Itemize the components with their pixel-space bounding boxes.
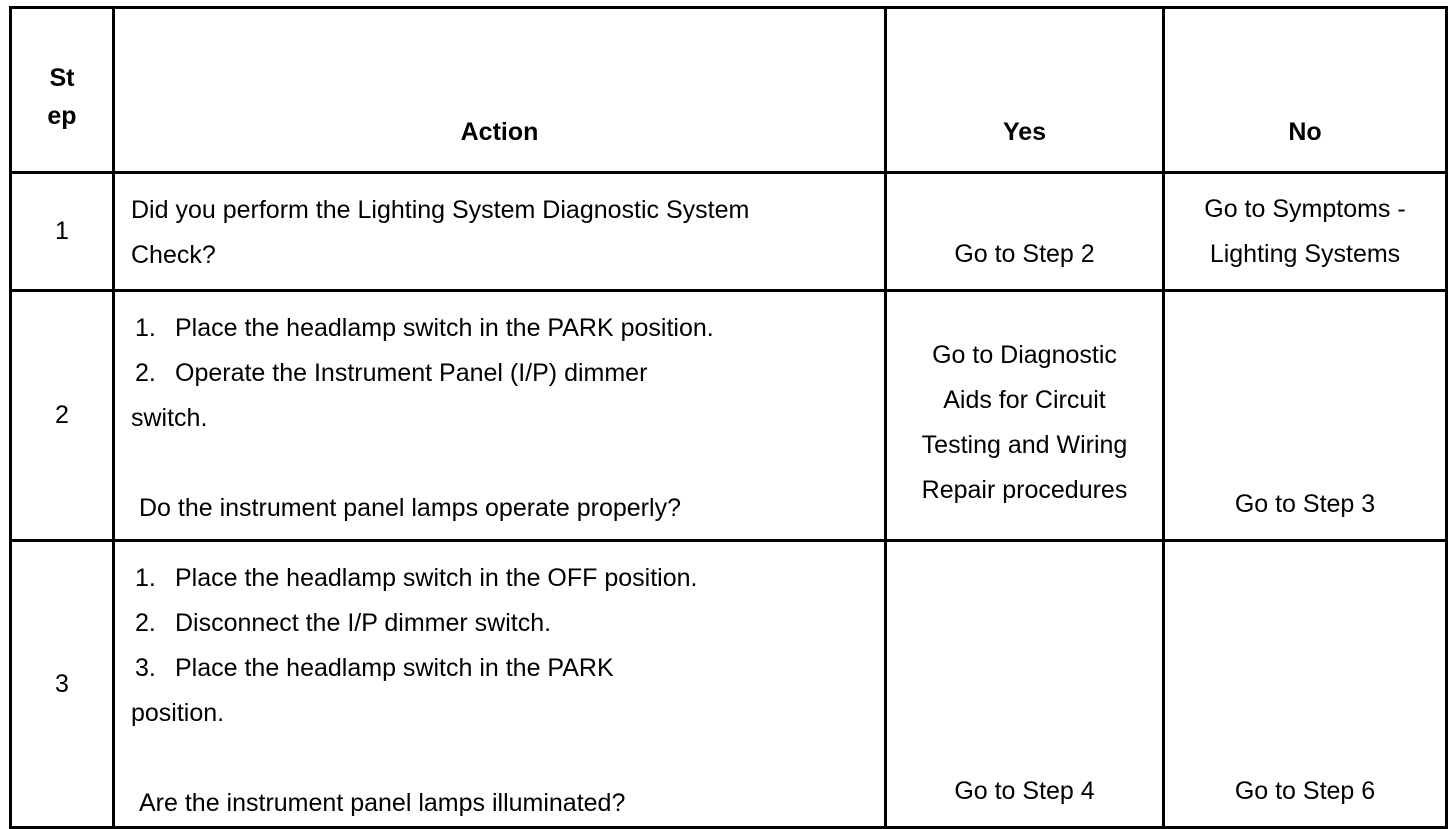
no-text: Go to Step 3 — [1234, 490, 1376, 518]
header-action: Action — [114, 8, 886, 173]
step-number: 3 — [11, 541, 114, 828]
yes-cell — [886, 291, 1164, 541]
action-text: Did you perform the Lighting System Diagnostic System — [131, 196, 750, 224]
yes-text: Repair procedures — [921, 475, 1128, 504]
action-question: Are the instrument panel lamps illuminated? — [139, 789, 626, 817]
diagnostic-table — [9, 6, 1448, 829]
yes-text: Go to Step 2 — [954, 240, 1095, 268]
table-row-step-2 — [11, 291, 1447, 541]
no-text: Go to Step 6 — [1234, 777, 1376, 805]
action-item: 3. Place the headlamp switch in the PARK — [135, 654, 614, 682]
step-number: 2 — [11, 291, 114, 541]
no-cell — [1164, 291, 1447, 541]
yes-text: Testing and Wiring — [921, 430, 1128, 459]
action-text: switch. — [131, 404, 208, 432]
action-item: 2. Operate the Instrument Panel (I/P) dimmer — [135, 359, 648, 387]
header-yes: Yes — [886, 8, 1164, 173]
action-item: 1. Place the headlamp switch in the OFF position. — [135, 564, 698, 592]
action-cell — [114, 291, 886, 541]
action-question: Do the instrument panel lamps operate properly? — [139, 494, 681, 522]
no-text: Lighting Systems — [1209, 240, 1401, 268]
yes-cell — [886, 173, 1164, 291]
yes-cell — [886, 541, 1164, 828]
header-step: St ep — [11, 8, 114, 173]
action-cell — [114, 541, 886, 828]
action-text: position. — [131, 699, 225, 727]
yes-text: Aids for Circuit — [943, 385, 1106, 414]
yes-text: Go to Step 4 — [954, 777, 1095, 805]
table-row-step-1 — [11, 173, 1447, 291]
header-no: No — [1164, 8, 1447, 173]
step-number: 1 — [11, 173, 114, 291]
action-item: 1. Place the headlamp switch in the PARK position. — [135, 314, 714, 342]
no-text: Go to Symptoms - — [1204, 195, 1406, 223]
no-cell — [1164, 173, 1447, 291]
action-text: Check? — [131, 241, 216, 269]
header-row — [11, 8, 1447, 173]
action-cell — [114, 173, 886, 291]
action-item: 2. Disconnect the I/P dimmer switch. — [135, 609, 552, 637]
table-row-step-3 — [11, 541, 1447, 828]
no-cell — [1164, 541, 1447, 828]
yes-text: Go to Diagnostic — [932, 340, 1117, 369]
